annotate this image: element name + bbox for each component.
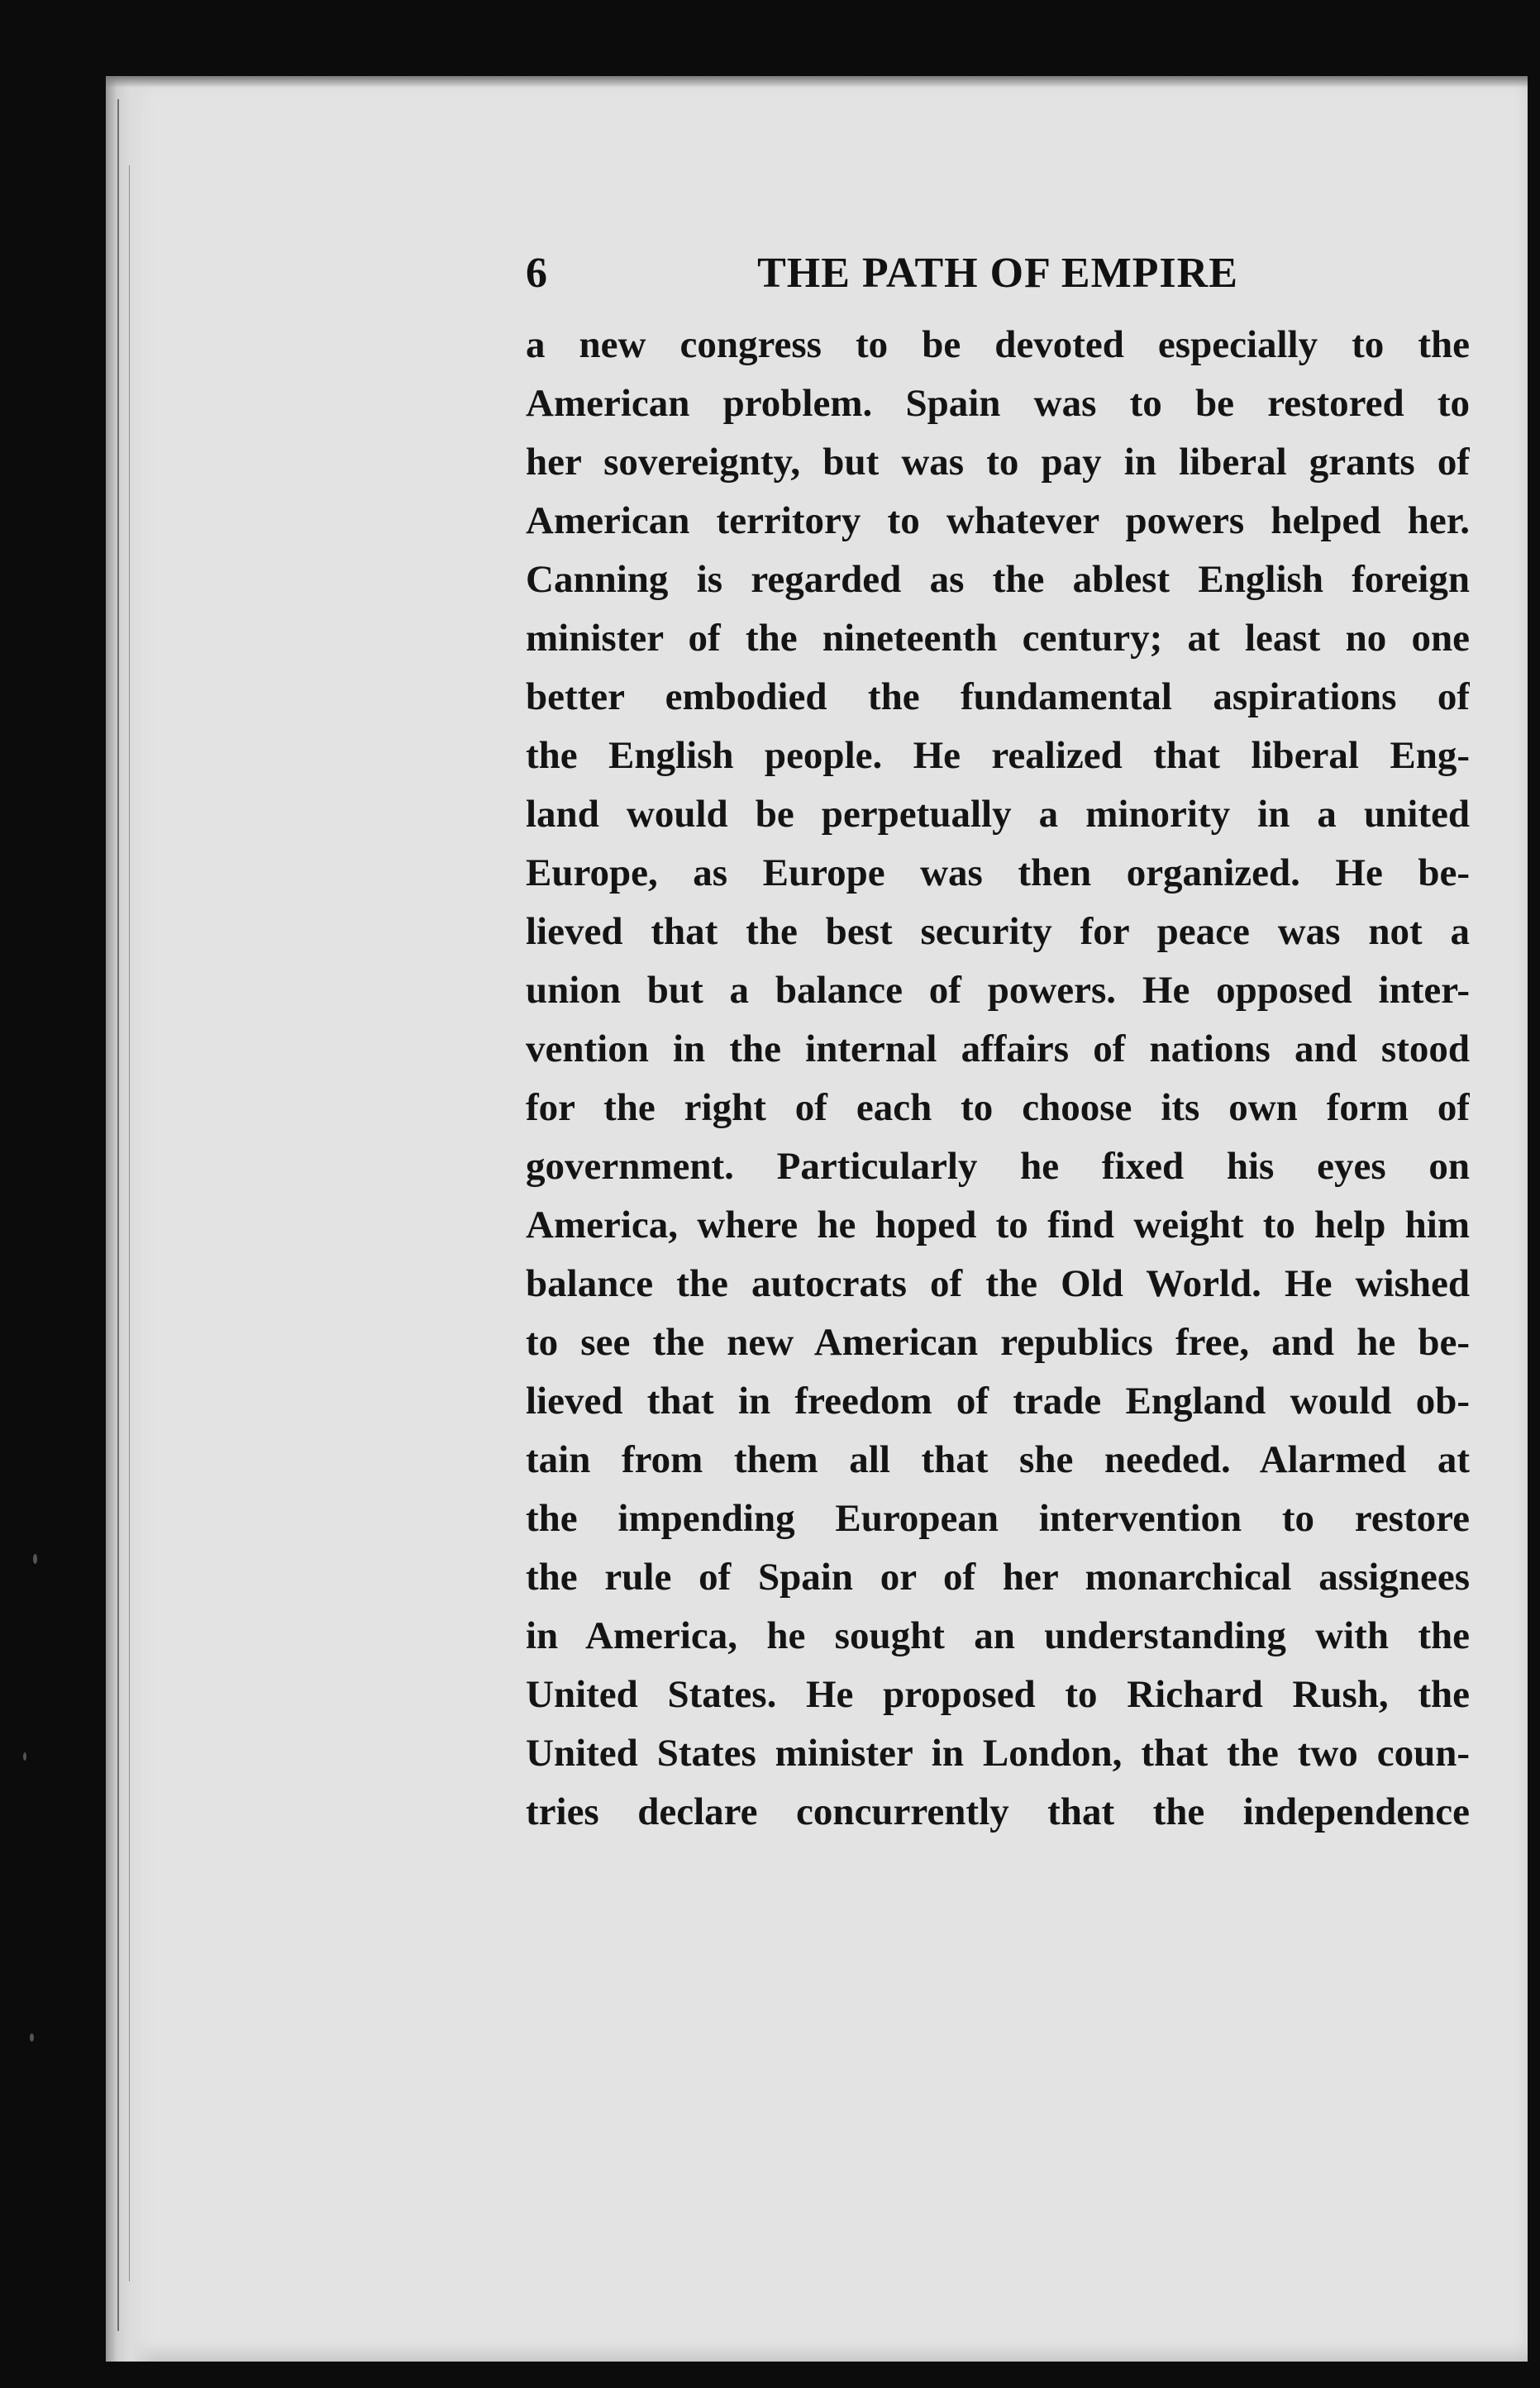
page-number: 6 [526,250,547,297]
text-line: in America, he sought an understanding with the [526,1614,1470,1657]
text-line: United States. He proposed to Richard Rush, the [526,1673,1470,1716]
text-line: for the right of each to choose its own form of [526,1086,1470,1129]
text-line: vention in the internal affairs of nations and stood [526,1027,1470,1070]
page-top-edge [106,76,1528,88]
page-header [526,245,1470,303]
text-line: Europe, as Europe was then organized. He be- [526,851,1470,894]
text-line: Canning is regarded as the ablest English foreign [526,558,1470,601]
body-text [526,316,1470,1842]
text-line: United States minister in London, that the two coun- [526,1732,1470,1775]
text-line: her sovereignty, but was to pay in liberal grants of [526,441,1470,484]
text-line: the English people. He realized that liberal Eng- [526,734,1470,777]
scan-speck [23,1752,26,1761]
text-line: minister of the nineteenth century; at least no one [526,617,1470,660]
page-binding-edge [106,76,155,2362]
text-line: lieved that in freedom of trade England would ob- [526,1380,1470,1423]
text-line: better embodied the fundamental aspirations of [526,675,1470,718]
text-line: American territory to whatever powers helped her. [526,499,1470,542]
text-line: balance the autocrats of the Old World. He wished [526,1262,1470,1305]
text-line: the rule of Spain or of her monarchical assignees [526,1556,1470,1599]
text-line: land would be perpetually a minority in a united [526,793,1470,836]
scan-speck [33,1554,37,1564]
text-line: government. Particularly he fixed his eyes on [526,1145,1470,1188]
text-line: tries declare concurrently that the independence [526,1790,1470,1833]
text-line: America, where he hoped to find weight to help him [526,1204,1470,1246]
text-line: union but a balance of powers. He opposed inter- [526,969,1470,1012]
text-line: a new congress to be devoted especially to the [526,323,1470,366]
text-line: American problem. Spain was to be restored to [526,382,1470,425]
binding-crease-line [129,165,130,2281]
binding-crease-line [117,99,119,2331]
text-line: tain from them all that she needed. Alarmed at [526,1438,1470,1481]
text-line: to see the new American republics free, and he be- [526,1321,1470,1364]
text-line: lieved that the best security for peace was not a [526,910,1470,953]
text-line: the impending European intervention to restore [526,1497,1470,1540]
scan-speck [30,2033,34,2042]
running-head: THE PATH OF EMPIRE [757,250,1238,297]
